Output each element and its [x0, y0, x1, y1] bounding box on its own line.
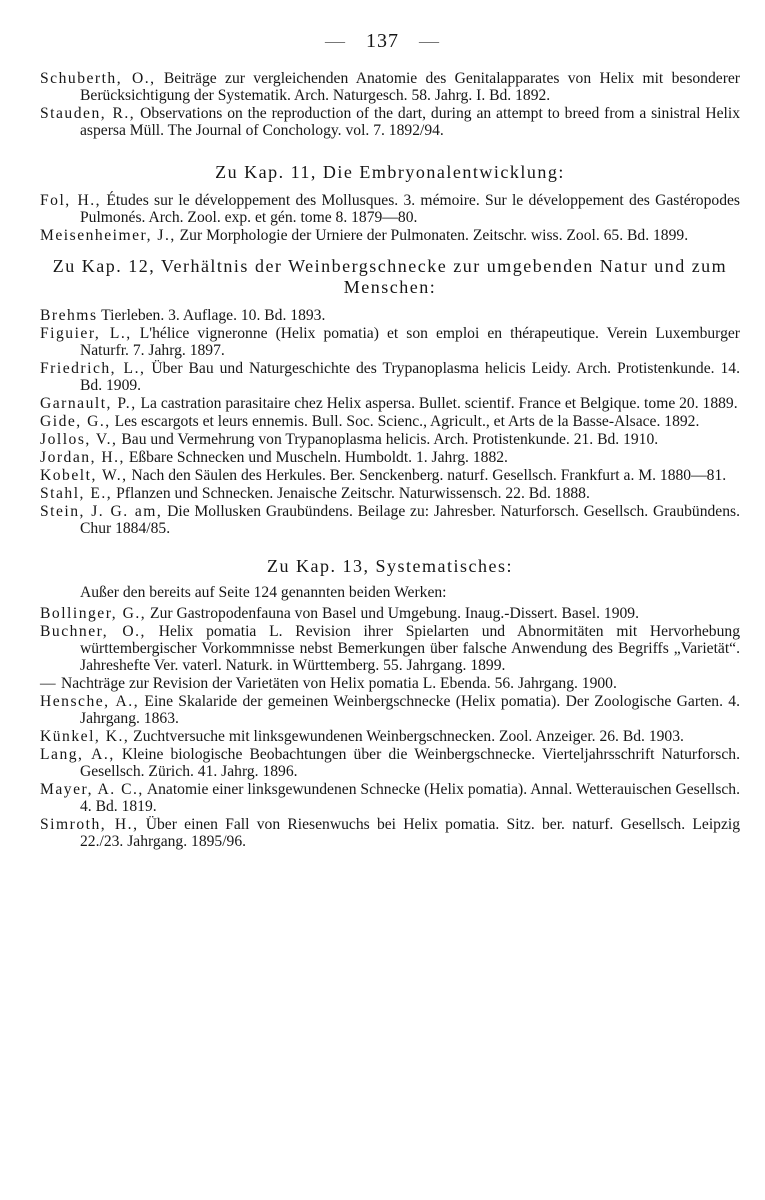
entry-author: Künkel, K.,	[40, 728, 130, 745]
entry-author: Mayer, A. C.,	[40, 781, 144, 798]
entry-author: Jollos, V.,	[40, 431, 118, 448]
entry-text: Helix pomatia L. Revision ihrer Spielarten und Abnormitäten mit Hervorhebung württembergischer Vorkommnisse nebst Bemerkungen über falsche Anwendung des Begriffs „Varietät“. Jahreshefte Ver. vaterl. Naturk. in Württemberg. 55. Jahrgang. 1899.	[80, 623, 740, 674]
bibliography-entry	[40, 449, 740, 466]
entry-text: Zur Morphologie der Urniere der Pulmonaten. Zeitschr. wiss. Zool. 65. Bd. 1899.	[179, 227, 689, 244]
entry-author: —	[40, 675, 58, 692]
entry-text: Zur Gastropodenfauna von Basel und Umgebung. Inaug.-Dissert. Basel. 1909.	[150, 605, 639, 622]
entry-author: Schuberth, O.,	[40, 70, 156, 87]
entry-text: Tierleben. 3. Auflage. 10. Bd. 1893.	[101, 307, 326, 324]
entry-text: Observations on the reproduction of the dart, during an attempt to breed from a sinistral Helix aspersa Müll. The Journal of Conchology. vol. 7. 1892/94.	[80, 105, 741, 139]
entry-text: La castration parasitaire chez Helix aspersa. Bullet. scientif. France et Belgique. tome 20. 1889.	[140, 395, 738, 412]
entry-text: Zuchtversuche mit linksgewundenen Weinbergschnecken. Zool. Anzeiger. 26. Bd. 1903.	[133, 728, 684, 745]
entry-author: Friedrich, L.,	[40, 360, 146, 377]
entry-text: Nachträge zur Revision der Varietäten von Helix pomatia L. Ebenda. 56. Jahrgang. 1900.	[61, 675, 617, 692]
page-number: 137	[366, 30, 399, 52]
section-heading-kap-12: Zu Kap. 12, Verhältnis der Weinbergschnecke zur umgebenden Natur und zum Menschen:	[52, 256, 728, 297]
entry-text: Nach den Säulen des Herkules. Ber. Senckenberg. naturf. Gesellsch. Frankfurt a. M. 1880—81.	[131, 467, 727, 484]
entry-text: Die Mollusken Graubündens. Beilage zu: Jahresber. Naturforsch. Gesellsch. Graubündens. Chur 1884/85.	[80, 503, 740, 537]
entry-author: Kobelt, W.,	[40, 467, 128, 484]
entry-author: Fol, H.,	[40, 192, 102, 209]
entry-text: L'hélice vigneronne (Helix pomatia) et son emploi en thérapeutique. Verein Luxemburger Naturfr. 7. Jahrg. 1897.	[80, 325, 740, 359]
bibliography-entry	[40, 781, 740, 815]
entry-text: Les escargots et leurs ennemis. Bull. Soc. Scienc., Agricult., et Arts de la Basse-Alsace. 1892.	[114, 413, 700, 430]
entry-text: Über Bau und Naturgeschichte des Trypanoplasma helicis Leidy. Arch. Protistenkunde. 14. Bd. 1909.	[80, 360, 740, 394]
entry-author: Jordan, H.,	[40, 449, 125, 466]
entry-author: Gide, G.,	[40, 413, 111, 430]
entry-author: Figuier, L.,	[40, 325, 132, 342]
bibliography-entry	[40, 485, 740, 502]
bibliography-entry	[40, 816, 740, 850]
entry-text: Kleine biologische Beobachtungen über die Weinbergschnecke. Vierteljahrsschrift Naturforsch. Gesellsch. Zürich. 41. Jahrg. 1896.	[80, 746, 740, 780]
entry-author: Lang, A.,	[40, 746, 115, 763]
section-intro: Außer den bereits auf Seite 124 genannten beiden Werken:	[80, 584, 447, 601]
bibliography-entry	[40, 70, 740, 104]
entry-author: Hensche, A.,	[40, 693, 140, 710]
bibliography-entry	[40, 227, 740, 244]
bibliography-entry	[40, 746, 740, 780]
entry-text: Eßbare Schnecken und Muscheln. Humboldt. 1. Jahrg. 1882.	[128, 449, 508, 466]
bibliography-entry	[40, 431, 740, 448]
entry-author: Garnault, P.,	[40, 395, 137, 412]
entry-text: Bau und Vermehrung von Trypanoplasma helicis. Arch. Protistenkunde. 21. Bd. 1910.	[121, 431, 659, 448]
bibliography-entry	[40, 728, 740, 745]
entry-text: Über einen Fall von Riesenwuchs bei Helix pomatia. Sitz. ber. naturf. Gesellsch. Leipzig 22./23. Jahrgang. 1895/96.	[80, 816, 740, 850]
bibliography-entry	[40, 192, 740, 226]
page-number-dash-right: —	[419, 30, 440, 52]
page-number-dash-left: —	[325, 30, 346, 52]
entry-author: Stauden, R.,	[40, 105, 136, 122]
bibliography-entry	[40, 360, 740, 394]
entry-author: Stahl, E.,	[40, 485, 113, 502]
bibliography-entry	[40, 675, 740, 692]
page-number-line	[0, 30, 765, 53]
bibliography-entry	[40, 325, 740, 359]
entry-author: Bollinger, G.,	[40, 605, 147, 622]
bibliography-entry	[40, 307, 740, 324]
entry-author: Stein, J. G. am,	[40, 503, 163, 520]
entry-author: Simroth, H.,	[40, 816, 139, 833]
bibliography-entry	[40, 105, 740, 139]
bibliography-entry	[40, 467, 740, 484]
bibliography-entry	[40, 503, 740, 537]
entry-text: Eine Skalaride der gemeinen Weinbergschnecke (Helix pomatia). Der Zoologische Garten. 4. Jahrgang. 1863.	[80, 693, 740, 727]
bibliography-entry	[40, 395, 740, 412]
bibliography	[40, 70, 740, 851]
entry-text: Beiträge zur vergleichenden Anatomie des Genitalapparates von Helix mit besonderer Berücksichtigung der Systematik. Arch. Naturgesch. 58. Jahrg. I. Bd. 1892.	[80, 70, 741, 104]
section-heading-kap-13: Zu Kap. 13, Systematisches:	[267, 556, 513, 576]
entry-text: Pflanzen und Schnecken. Jenaische Zeitschr. Naturwissensch. 22. Bd. 1888.	[116, 485, 590, 502]
section-heading-kap-11: Zu Kap. 11, Die Embryonalentwicklung:	[215, 162, 565, 182]
bibliography-entry	[40, 623, 740, 674]
bibliography-entry	[40, 605, 740, 622]
bibliography-entry	[40, 693, 740, 727]
entry-text: Anatomie einer linksgewundenen Schnecke (Helix pomatia). Annal. Wetterauischen Gesellsch. 4. Bd. 1819.	[80, 781, 741, 815]
entry-author: Meisenheimer, J.,	[40, 227, 176, 244]
bibliography-entry	[40, 413, 740, 430]
entry-author: Brehms	[40, 307, 98, 324]
entry-author: Buchner, O.,	[40, 623, 146, 640]
entry-text: Études sur le développement des Mollusques. 3. mémoire. Sur le développement des Gastéropodes Pulmonés. Arch. Zool. exp. et gén. tome 8. 1879—80.	[80, 192, 740, 226]
